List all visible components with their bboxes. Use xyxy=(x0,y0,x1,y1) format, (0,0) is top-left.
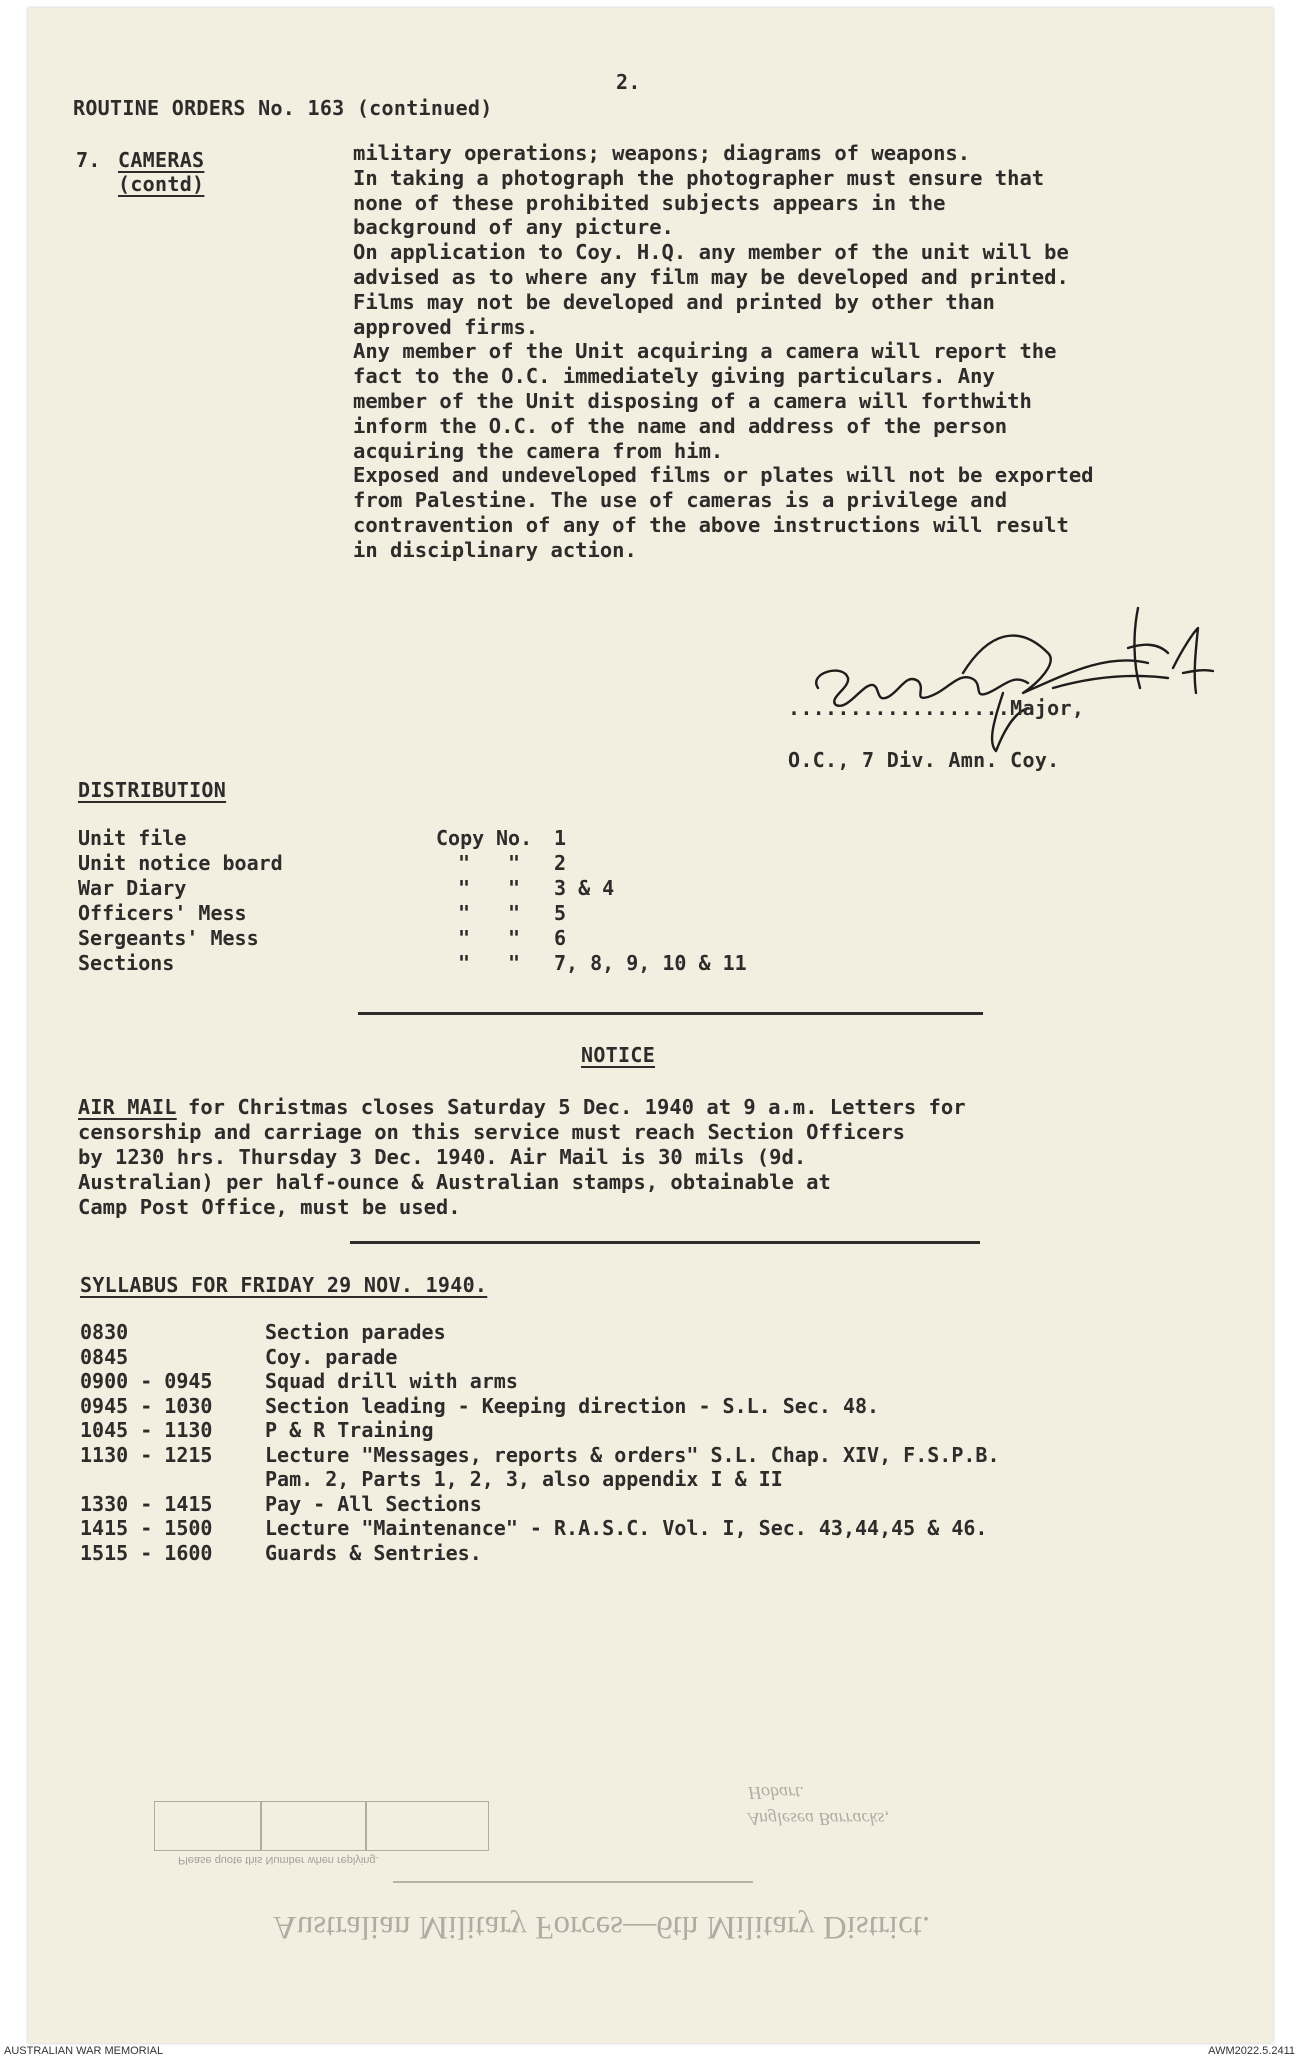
cameras-paragraph xyxy=(353,141,1253,563)
copy-numbers: 6 xyxy=(554,926,567,950)
notice-line: Australian) per half-ounce & Australian stamps, obtainable at xyxy=(78,1170,831,1194)
air-mail-label: AIR MAIL xyxy=(78,1095,177,1119)
document-sheet xyxy=(28,8,1273,2043)
notice-text xyxy=(78,1095,966,1220)
handwritten-signature xyxy=(788,593,1228,753)
syllabus-time: 1330 - 1415 xyxy=(80,1491,213,1516)
section-title: CAMERAS xyxy=(118,148,205,172)
copy-numbers: 5 xyxy=(554,901,567,925)
syllabus-time: 0900 - 0945 xyxy=(80,1369,213,1393)
archive-footer-left: AUSTRALIAN WAR MEMORIAL xyxy=(4,2045,164,2057)
syllabus-time: 0945 - 1030 xyxy=(80,1393,213,1418)
paragraph-line: Films may not be developed and printed by other than xyxy=(353,289,995,314)
paragraph-line: contravention of any of the above instructions will result xyxy=(353,512,1069,537)
syllabus-activity: Section parades xyxy=(265,1320,446,1344)
bleed-through-letterhead: Australian Military Forces—6th Military District. xyxy=(273,1909,931,1945)
copy-col2: " xyxy=(508,876,521,900)
paragraph-line: military operations; weapons; diagrams of weapons. xyxy=(353,141,971,165)
box-divider xyxy=(365,1802,367,1850)
paragraph-line: On application to Coy. H.Q. any member of the unit will be xyxy=(353,240,1069,265)
copy-col1: " xyxy=(458,876,471,900)
paragraph-line: Any member of the Unit acquiring a camera will report the xyxy=(353,339,1057,364)
section-subtitle: (contd) xyxy=(118,172,205,196)
signature-title-line: O.C., 7 Div. Amn. Coy. xyxy=(788,748,1060,772)
recipient-name: Sergeants' Mess xyxy=(78,926,259,950)
paragraph-line: advised as to where any film may be developed and printed. xyxy=(353,264,1069,289)
copy-col1: " xyxy=(458,926,471,950)
recipient-name: Unit file xyxy=(78,826,187,850)
notice-line: Camp Post Office, must be used. xyxy=(78,1195,461,1219)
archive-footer-right: AWM2022.5.2411 xyxy=(1208,2045,1295,2057)
paragraph-line: background of any picture. xyxy=(353,215,674,240)
divider-rule xyxy=(350,1241,980,1244)
copy-col2: No. xyxy=(496,826,533,850)
syllabus-activity: Squad drill with arms xyxy=(265,1369,518,1393)
copy-col1: " xyxy=(458,901,471,925)
box-divider xyxy=(260,1802,262,1850)
routine-orders-header: ROUTINE ORDERS No. 163 (continued) xyxy=(73,96,493,120)
bleed-through-quote: Please quote this Number when replying. xyxy=(178,1854,379,1866)
signature-rank-line: ..................Major, xyxy=(788,696,1085,720)
syllabus-activity: Guards & Sentries. xyxy=(265,1540,482,1565)
paragraph-line: fact to the O.C. immediately giving particulars. Any xyxy=(353,364,995,389)
bleed-through-barracks: Anglesea Barracks, xyxy=(748,1809,889,1829)
notice-line: by 1230 hrs. Thursday 3 Dec. 1940. Air Mail is 30 mils (9d. xyxy=(78,1145,807,1169)
syllabus-heading: SYLLABUS FOR FRIDAY 29 NOV. 1940. xyxy=(80,1273,488,1297)
bleed-through-city: Hobart. xyxy=(748,1783,805,1803)
copy-numbers: 2 xyxy=(554,851,567,875)
copy-numbers: 7, 8, 9, 10 & 11 xyxy=(554,951,747,975)
paragraph-line: from Palestine. The use of cameras is a privilege and xyxy=(353,488,1008,513)
syllabus-activity: Coy. parade xyxy=(265,1344,398,1369)
copy-col2: " xyxy=(508,926,521,950)
paragraph-line: In taking a photograph the photographer must ensure that xyxy=(353,165,1045,190)
paragraph-line: Exposed and undeveloped films or plates will not be exported xyxy=(353,463,1094,488)
copy-col1: " xyxy=(458,951,471,975)
bleed-through-rule xyxy=(393,1881,753,1883)
paragraph-line: in disciplinary action. xyxy=(353,537,637,562)
paragraph-line: acquiring the camera from him. xyxy=(353,438,724,463)
recipient-name: Officers' Mess xyxy=(78,901,247,925)
notice-heading: NOTICE xyxy=(581,1043,656,1067)
copy-col1: Copy xyxy=(436,826,485,850)
notice-line: censorship and carriage on this service must reach Section Officers xyxy=(78,1120,905,1144)
page-number: 2. xyxy=(616,70,641,94)
syllabus-activity: Lecture "Maintenance" - R.A.S.C. Vol. I, Sec. 43,44,45 & 46. xyxy=(265,1516,988,1540)
archive-footer xyxy=(0,2043,1299,2061)
paragraph-line: none of these prohibited subjects appears in the xyxy=(353,190,946,215)
syllabus-time: 0845 xyxy=(80,1344,129,1369)
notice-line: for Christmas closes Saturday 5 Dec. 1940 at 9 a.m. Letters for xyxy=(188,1095,966,1119)
syllabus-activity: Pay - All Sections xyxy=(265,1491,482,1516)
syllabus-activity: Pam. 2, Parts 1, 2, 3, also appendix I & II xyxy=(265,1467,783,1491)
syllabus-time: 0830 xyxy=(80,1320,129,1344)
syllabus-time: 1515 - 1600 xyxy=(80,1540,213,1565)
copy-col1: " xyxy=(458,851,471,875)
syllabus-activity: P & R Training xyxy=(265,1418,434,1442)
copy-numbers: 3 & 4 xyxy=(554,876,615,900)
syllabus-time: 1045 - 1130 xyxy=(80,1418,213,1442)
section-number: 7. xyxy=(76,148,101,172)
distribution-heading: DISTRIBUTION xyxy=(78,778,227,802)
paragraph-line: member of the Unit disposing of a camera will forthwith xyxy=(353,388,1032,413)
copy-col2: " xyxy=(508,901,521,925)
copy-col2: " xyxy=(508,851,521,875)
paragraph-line: approved firms. xyxy=(353,314,539,339)
syllabus-time: 1130 - 1215 xyxy=(80,1442,213,1467)
syllabus-activity: Section leading - Keeping direction - S.L. Sec. 48. xyxy=(265,1393,880,1418)
syllabus-time: 1415 - 1500 xyxy=(80,1516,213,1540)
bleed-through-box xyxy=(154,1801,489,1851)
syllabus-activity: Lecture "Messages, reports & orders" S.L. Chap. XIV, F.S.P.B. xyxy=(265,1442,1000,1467)
divider-rule xyxy=(358,1012,983,1015)
recipient-name: Sections xyxy=(78,951,175,975)
copy-numbers: 1 xyxy=(554,826,567,850)
recipient-name: Unit notice board xyxy=(78,851,283,875)
copy-col2: " xyxy=(508,951,521,975)
recipient-name: War Diary xyxy=(78,876,187,900)
paragraph-line: inform the O.C. of the name and address of the person xyxy=(353,413,1008,438)
